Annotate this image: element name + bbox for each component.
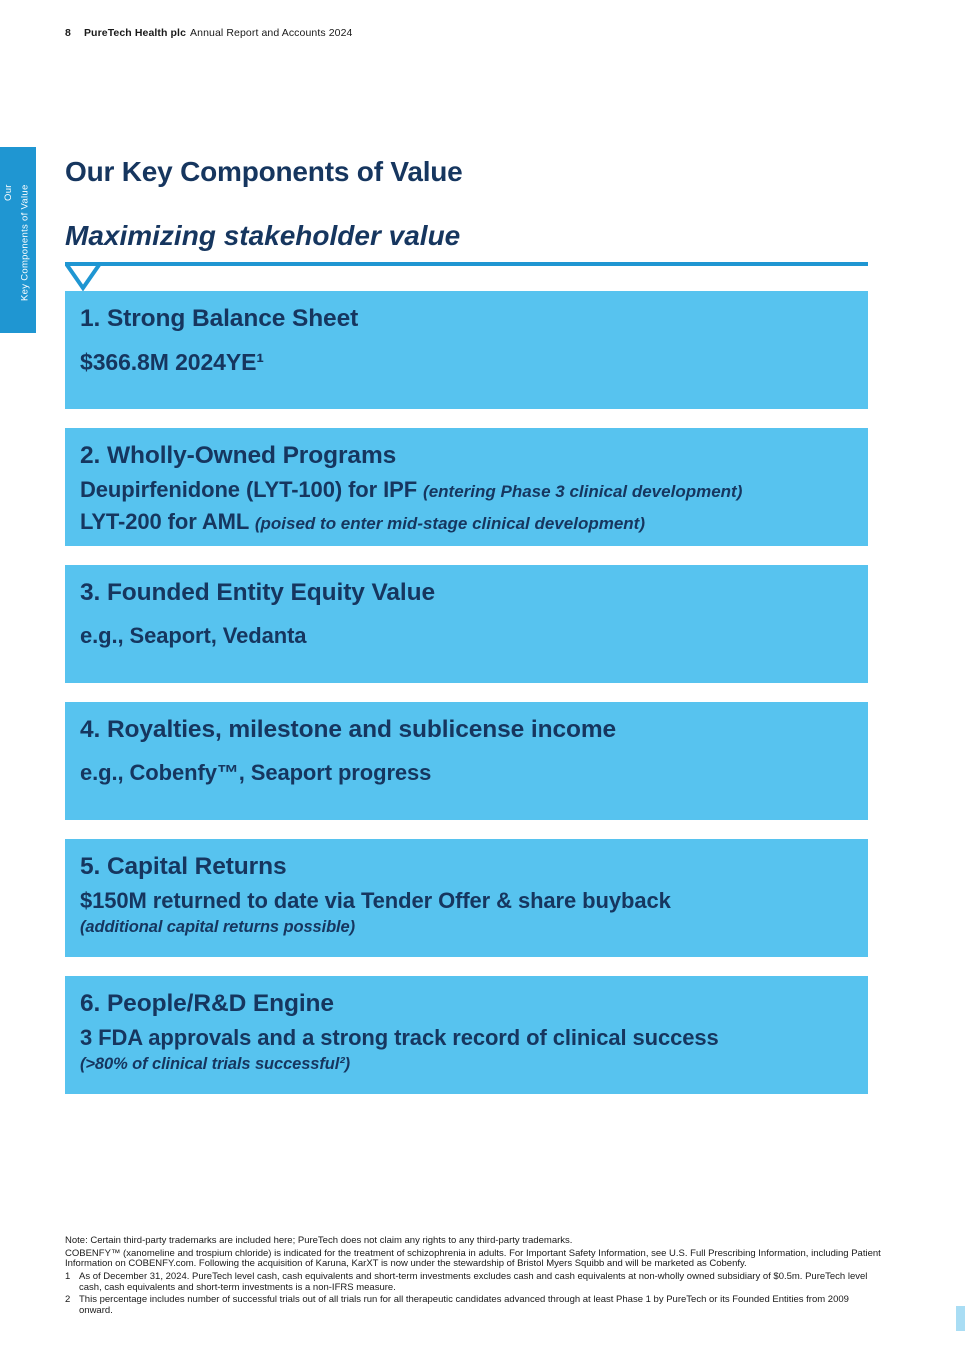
value-box-balance-sheet [65,291,868,409]
program-lyt100-status: (entering Phase 3 clinical development) [423,482,743,502]
value-box-title: 2. Wholly-Owned Programs [80,442,397,470]
value-box-line [80,1022,848,1053]
value-box-royalties [65,702,868,820]
tick-divider [65,261,868,291]
page-subtitle: Maximizing stakeholder value [65,219,461,251]
value-box-line [80,757,848,788]
section-tab-line1: Our [3,184,15,201]
footnotes [65,1236,885,1318]
footnote-2-text: This percentage includes number of successful trials out of all trials run for all therapeutic candidates advanced through at least Phase 1 by PureTech or its Founded Entities from 2009 onward. [79,1294,849,1316]
footnote-1-marker: 1 [65,1270,71,1282]
footnote-1-text: As of December 31, 2024. PureTech level cash, cash equivalents and short-term investments excludes cash and cash equivalents at non-wholly owned subsidiary of $0.5m. PureTech level cash, cash equivalents and short-term investments is a non-IFRS measure. [79,1270,868,1293]
value-box-wholly-owned-programs [65,428,868,546]
value-box-line [80,474,848,505]
value-box-line [80,1054,848,1075]
program-lyt200-status: (poised to enter mid-stage clinical development) [254,513,645,533]
section-tab-line2: Key Components of Value [20,184,31,301]
value-box-title: 5. Capital Returns [80,853,287,881]
value-box-line [80,620,848,651]
running-header [65,27,353,39]
royalties-examples: e.g., Cobenfy™, Seaport progress [80,760,432,786]
trademark-note: Note: Certain third-party trademarks are included here; PureTech does not claim any rights to any third-party trademarks. [65,1235,573,1246]
value-box-line [80,506,848,537]
value-box-title: 4. Royalties, milestone and sublicense income [80,716,617,744]
value-box-capital-returns [65,839,868,957]
section-edge-tab-label [1,184,34,326]
capital-returns-note: (additional capital returns possible) [80,917,356,936]
footnote-2 [65,1295,885,1316]
capital-returns-amount: $150M returned to date via Tender Offer & share buyback [80,888,671,914]
section-edge-tab [0,147,36,333]
value-box-line [80,885,848,916]
value-box-title: 6. People/R&D Engine [80,990,334,1018]
footnote-2-marker: 2 [65,1294,71,1306]
program-lyt100: Deupirfenidone (LYT-100) for IPF [80,477,424,503]
balance-amount: $366.8M 2024YE¹ [80,349,264,376]
publication-name: PureTech Health plc [83,27,187,39]
cobenfy-disclosure: COBENFY™ (xanomeline and trospium chloride) is indicated for the treatment of schizophrenia in adults. For Important Safety Information, see U.S. Full Prescribing Information, including Patient Information on COBENFY.com. Following the acquisition of Karuna, KarXT is now under the stewardship of Bristol Myers Squibb and will be marketed as Cobenfy. [65,1247,881,1270]
program-lyt200: LYT-200 for AML [80,508,255,534]
report-title: Annual Report and Accounts 2024 [190,27,353,39]
fda-approvals-statement: 3 FDA approvals and a strong track record of clinical success [80,1025,719,1051]
page-edge-marker [956,1306,965,1331]
value-box-people-rd-engine [65,976,868,1094]
value-box-title: 1. Strong Balance Sheet [80,305,359,333]
main-content [65,155,868,1113]
value-box-line [80,346,848,379]
tick-divider-graphic [65,261,868,291]
page-number: 8 [65,27,71,39]
value-box-line [80,917,848,938]
clinical-success-note: (>80% of clinical trials successful²) [80,1054,351,1073]
value-box-title: 3. Founded Entity Equity Value [80,579,436,607]
page-title: Our Key Components of Value [65,156,463,187]
value-box-founded-entity-equity [65,565,868,683]
footnote-1 [65,1272,885,1293]
founded-entity-examples: e.g., Seaport, Vedanta [80,623,307,649]
